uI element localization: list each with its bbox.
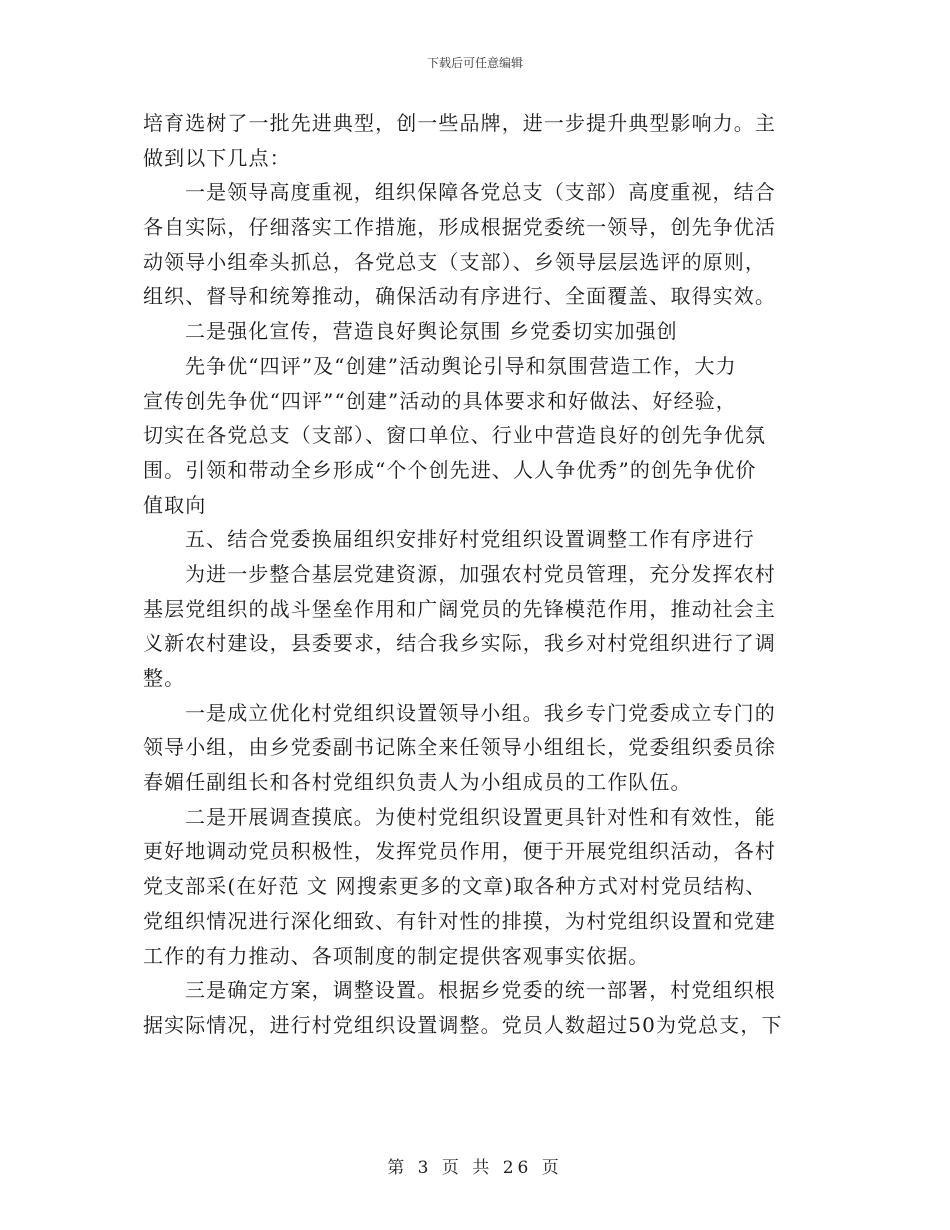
text-line: 春媚任副组长和各村党组织负责人为小组成员的工作队伍。: [143, 770, 692, 795]
text-line: 各自实际，仔细落实工作措施，形成根据党委统一领导，创先争优活: [143, 215, 776, 240]
text-line: 义新农村建设，县委要求，结合我乡实际，我乡对村党组织进行了调: [143, 631, 776, 656]
text-line: 宣传创先争优“四评”“创建”活动的具体要求和好做法、好经验，: [143, 388, 737, 413]
text-line: 培育选树了一批先进典型，创一些品牌，进一步提升典型影响力。主: [143, 111, 776, 135]
text-line: 一是成立优化村党组织设置领导小组。我乡专门党委成立专门的: [185, 700, 776, 725]
text-line: 据实际情况，进行村党组织设置调整。党员人数超过50为党总支，下: [143, 1012, 783, 1037]
text-line: 动领导小组牵头抓总，各党总支（支部）、乡领导层层选评的原则，: [143, 249, 766, 274]
text-line: 党组织情况进行深化细致、有针对性的排摸，为村党组织设置和党建: [143, 908, 776, 933]
text-line: 组织、督导和统筹推动，确保活动有序进行、全面覆盖、取得实效。: [143, 284, 776, 309]
text-line: 围。引领和带动全乡形成“个个创先进、人人争优秀”的创先争优价: [143, 457, 757, 482]
text-line: 先争优“四评”及“创建”活动舆论引导和氛围营造工作，大力: [185, 353, 737, 378]
text-line: 为进一步整合基层党建资源，加强农村党员管理，充分发挥农村: [185, 561, 776, 586]
text-line: 五、结合党委换届组织安排好村党组织设置调整工作有序进行: [185, 527, 755, 552]
text-line: 整。: [143, 666, 186, 690]
text-line: 更好地调动党员积极性，发挥党员作用，便于开展党组织活动，各村: [143, 839, 776, 864]
text-line: 一是领导高度重视，组织保障各党总支（支部）高度重视，结合: [185, 180, 776, 205]
page-footer: 第 3 页 共 26 页: [387, 1158, 563, 1178]
text-line: 党支部采(在好范 文 网搜索更多的文章)取各种方式对村党员结构、: [143, 874, 767, 899]
document-body: [143, 106, 805, 1043]
text-line: 三是确定方案，调整设置。根据乡党委的统一部署，村党组织根: [185, 978, 776, 1003]
text-line: 值取向: [143, 492, 207, 517]
text-line: 工作的有力推动、各项制度的制定提供客观事实依据。: [143, 943, 650, 968]
text-line: 基层党组织的战斗堡垒作用和广阔党员的先锋模范作用，推动社会主: [143, 596, 776, 621]
text-line: 领导小组，由乡党委副书记陈全来任领导小组组长，党委组织委员徐: [143, 735, 776, 760]
text-line: 二是强化宣传，营造良好舆论氛围 乡党委切实加强创: [185, 319, 678, 344]
page-header: 下载后可任意编辑: [426, 56, 523, 70]
text-line: 做到以下几点：: [143, 145, 291, 170]
text-line: 二是开展调查摸底。为使村党组织设置更具针对性和有效性，能: [185, 804, 776, 829]
text-line: 切实在各党总支（支部）、窗口单位、行业中营造良好的创先争优氛: [143, 423, 766, 448]
